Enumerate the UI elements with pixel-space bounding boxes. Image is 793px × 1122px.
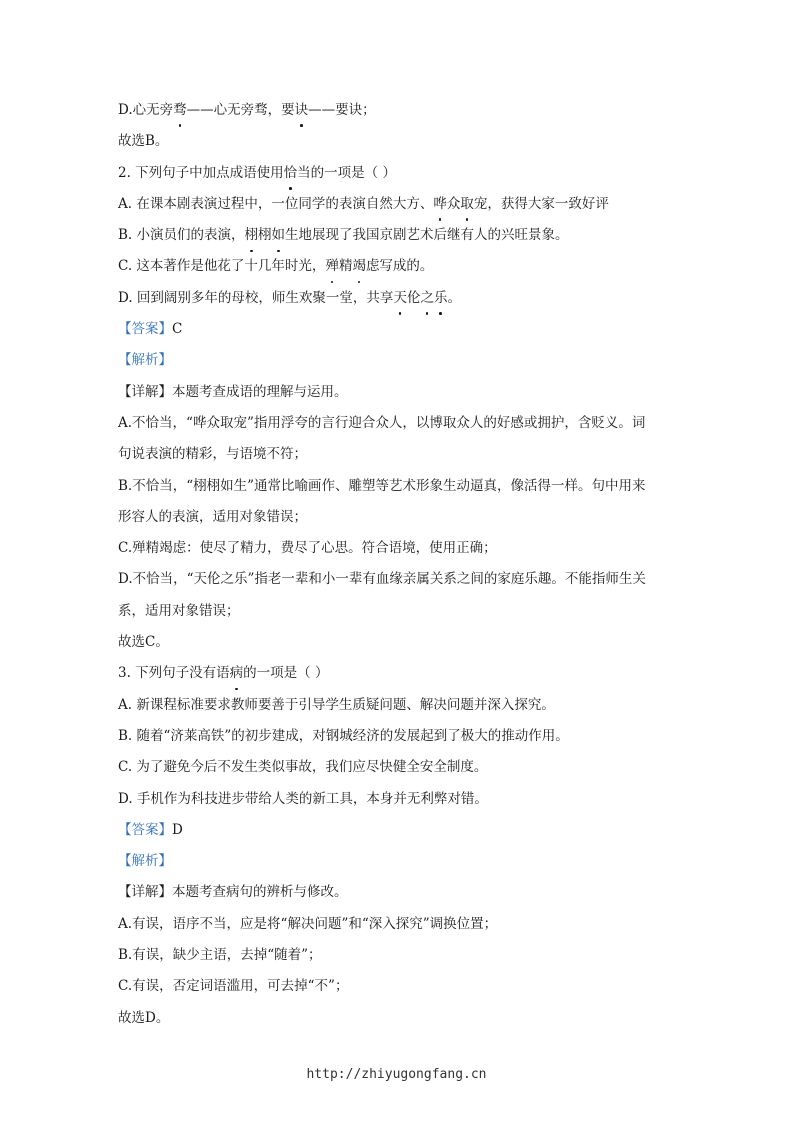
text-line xyxy=(118,286,678,317)
text-segment: B.不恰当，“栩栩如生”通常比喻画作、雕塑等艺术形象生动逼真，像活得一样。句中用来 xyxy=(118,477,646,494)
text-segment: 伦 xyxy=(406,289,421,306)
text-segment: C.有误，否定词语滥用，可去掉“不”； xyxy=(118,978,349,995)
emphasis-char: 恰 xyxy=(284,161,298,185)
section-tag: 【解析】 xyxy=(118,853,172,870)
text-segment: B.有误，缺少主语，去掉“随着”； xyxy=(118,947,322,964)
text-line xyxy=(118,536,678,567)
emphasis-char: 哗 xyxy=(433,192,447,216)
section-tag: 【答案】 xyxy=(118,821,172,838)
text-segment: 故选C。 xyxy=(118,634,169,651)
text-line xyxy=(118,630,678,661)
text-line xyxy=(118,505,678,536)
emphasis-char: 诀 xyxy=(295,98,309,122)
text-segment: 2. 下列句子中加点成语使用 xyxy=(118,164,284,181)
emphasis-char: 骛 xyxy=(173,98,187,122)
text-line xyxy=(118,567,678,598)
text-line xyxy=(118,1006,678,1037)
emphasis-char: 病 xyxy=(230,661,244,685)
text-segment: 栩 xyxy=(258,227,272,244)
emphasis-char: 如 xyxy=(272,223,286,247)
text-line xyxy=(118,943,678,974)
text-line xyxy=(118,818,678,849)
text-segment: D. 手机作为科技进步带给人类的新工具，本身并无利弊对错。 xyxy=(118,790,488,807)
text-segment: 故选D。 xyxy=(118,1009,170,1026)
text-segment: 宠，获得大家一致好评 xyxy=(473,195,609,212)
text-line xyxy=(118,411,678,442)
text-line xyxy=(118,254,678,285)
emphasis-char: 之 xyxy=(420,286,434,310)
text-line xyxy=(118,442,678,473)
text-segment: 系，适用对象错误； xyxy=(118,602,240,619)
text-segment: 形容人的表演，适用对象错误； xyxy=(118,508,307,525)
text-segment: A.有误，语序不当，应是将“解决问题”和“深入探究”调换位置； xyxy=(118,915,498,932)
text-line xyxy=(118,787,678,818)
text-segment: C. 为了避免今后不发生类似事故，我们应尽快健全安全制度。 xyxy=(118,759,488,776)
document-body xyxy=(118,98,678,1037)
text-line xyxy=(118,880,678,911)
text-segment: 的一项是（ ） xyxy=(243,665,329,682)
text-segment: A.不恰当，“哗众取宠”指用浮夸的言行迎合众人，以博取众人的好感或拥护，含贬义。词 xyxy=(118,414,646,431)
text-segment: D.不恰当，“天伦之乐”指老一辈和小一辈有血缘亲属关系之间的家庭乐趣。不能指师生关 xyxy=(118,571,646,588)
text-segment: D. 回到阔别多年的母校，师生欢聚一堂，共享 xyxy=(118,289,394,306)
text-line xyxy=(118,724,678,755)
text-line xyxy=(118,693,678,724)
emphasis-char: 栩 xyxy=(245,223,259,247)
text-line xyxy=(118,348,678,379)
text-segment: 。 xyxy=(447,289,461,306)
text-line xyxy=(118,129,678,160)
text-segment: C xyxy=(172,321,183,338)
text-segment: 【详解】本题考查成语的理解与运用。 xyxy=(118,383,348,400)
text-line xyxy=(118,661,678,692)
text-segment: 【详解】本题考查病句的辨析与修改。 xyxy=(118,884,348,901)
footer-url[interactable]: http://zhiyugongfang.cn xyxy=(306,1067,487,1082)
text-segment: A. 在课本剧表演过程中，一位同学的表演自然大方、 xyxy=(118,195,434,212)
text-line xyxy=(118,849,678,880)
text-segment: 句说表演的精彩，与语境不符； xyxy=(118,446,307,463)
text-segment: D.心无旁 xyxy=(118,102,174,118)
text-segment: ——心无旁骛，要 xyxy=(186,102,295,118)
section-tag: 【答案】 xyxy=(118,321,172,338)
text-segment: C.殚精竭虑：使尽了精力，费尽了心思。符合语境，使用正确； xyxy=(118,540,497,557)
emphasis-char: 天 xyxy=(393,286,407,310)
text-segment: A. 新课程标准要求教师要善于引导学生质疑问题、解决问题并深入探究。 xyxy=(118,696,555,713)
emphasis-char: 殚 xyxy=(325,254,339,278)
emphasis-char: 取 xyxy=(460,192,474,216)
text-segment: B. 随着“济莱高铁”的初步建成，对钢城经济的发展起到了极大的推动作用。 xyxy=(118,727,569,744)
text-line xyxy=(118,98,678,129)
text-line xyxy=(118,474,678,505)
emphasis-char: 乐 xyxy=(434,286,448,310)
text-segment: 众 xyxy=(446,195,461,212)
text-segment: 当的一项是（ ） xyxy=(297,164,396,181)
text-segment: 精 xyxy=(338,258,353,275)
text-segment: 生地展现了我国京剧艺术后继有人的兴旺景象。 xyxy=(285,227,569,244)
text-segment: C. 这本著作是他花了十几年时光， xyxy=(118,258,326,275)
text-line xyxy=(118,223,678,254)
section-tag: 【解析】 xyxy=(118,352,172,369)
text-line xyxy=(118,599,678,630)
emphasis-char: 竭 xyxy=(352,254,366,278)
text-line xyxy=(118,755,678,786)
text-line xyxy=(118,317,678,348)
text-line xyxy=(118,192,678,223)
text-segment: 3. 下列句子没有语 xyxy=(118,665,230,682)
text-line xyxy=(118,380,678,411)
text-segment: ——要诀； xyxy=(308,102,376,118)
text-line xyxy=(118,161,678,192)
text-segment: 虑写成的。 xyxy=(365,258,434,275)
text-segment: B. 小演员们的表演， xyxy=(118,227,245,244)
text-line xyxy=(118,912,678,943)
text-segment: D xyxy=(172,821,183,838)
text-line xyxy=(118,974,678,1005)
text-segment: 故选B。 xyxy=(118,133,169,150)
